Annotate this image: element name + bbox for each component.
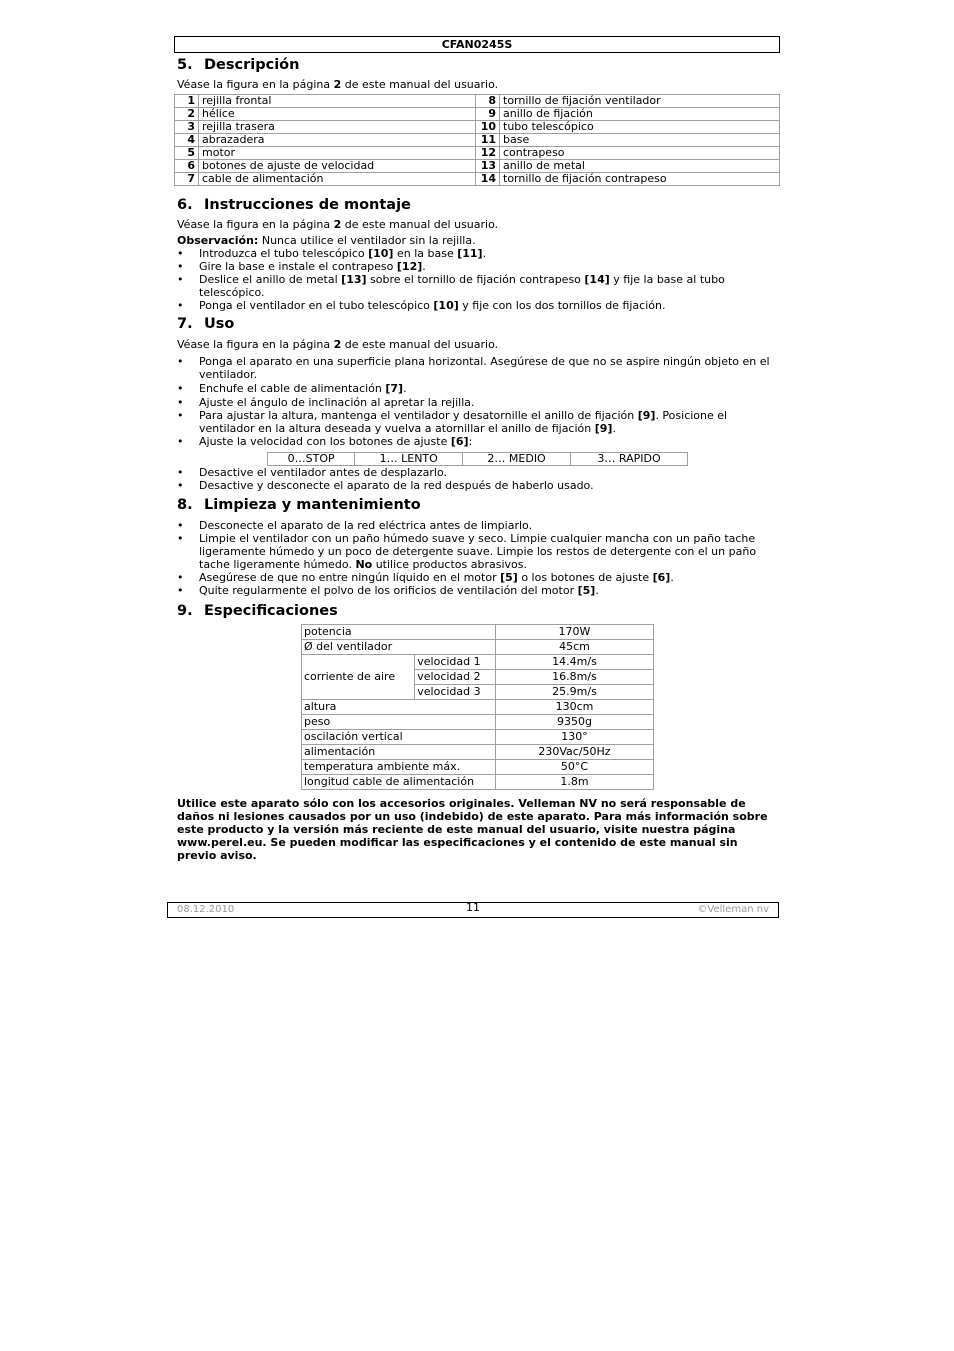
list-item: • Introduzca el tubo telescópico [10] en la base [11].: [177, 247, 757, 260]
table-row: 2 hélice 9 anillo de fijación: [175, 108, 780, 121]
list-item: • Ponga el ventilador en el tubo telescópico [10] y fije con los dos tornillos de fijación.: [177, 299, 757, 312]
table-row: 3 rejilla trasera 10 tubo telescópico: [175, 121, 780, 134]
table-row: velocidad 3 25.9m/s: [302, 685, 654, 700]
table-row: 0…STOP 1… LENTO 2… MEDIO 3… RAPIDO: [268, 453, 688, 466]
table-row: 5 motor 12 contrapeso: [175, 147, 780, 160]
table-row: altura 130cm: [302, 700, 654, 715]
footer-date: 08.12.2010: [177, 904, 235, 915]
table-row: 4 abrazadera 11 base: [175, 134, 780, 147]
list-item: • Ponga el aparato en una superficie plana horizontal. Asegúrese de que no se aspire ningún objeto en el ventilador.: [177, 355, 777, 381]
section-6: [177, 197, 780, 214]
footer: [167, 902, 779, 918]
section-8-heading: 8. Limpieza y mantenimiento: [177, 497, 421, 513]
table-row: 7 cable de alimentación 14 tornillo de fijación contrapeso: [175, 173, 780, 186]
table-row: temperatura ambiente máx. 50°C: [302, 760, 654, 775]
table-row: longitud cable de alimentación 1.8m: [302, 775, 654, 790]
table-row: Ø del ventilador 45cm: [302, 640, 654, 655]
footer-copyright: ©Velleman nv: [697, 904, 769, 915]
table-row: corriente de aire velocidad 1 14.4m/s: [302, 655, 654, 670]
table-row: oscilación vertical 130°: [302, 730, 654, 745]
disclaimer: Utilice este aparato sólo con los accesorios originales. Velleman NV no será responsable de daños ni lesiones causados por un uso (indebido) de este aparato. Para más información sobre este producto y la versión más reciente de este manual del usuario, visite nuestra página www.perel.eu. Se pueden modificar las especificaciones y el contenido de este manual sin previo aviso.: [177, 797, 768, 862]
table-row: potencia 170W: [302, 625, 654, 640]
header-model: CFAN0245S: [174, 36, 780, 53]
section-7-heading: 7. Uso: [177, 316, 235, 332]
section-7: [177, 316, 780, 333]
list-item: • Desactive el ventilador antes de desplazarlo.: [177, 466, 777, 479]
section-6-heading: 6. Instrucciones de montaje: [177, 197, 411, 213]
parts-table: [174, 94, 780, 186]
section-7-list-a: [177, 355, 777, 448]
section-6-intro: Véase la figura en la página 2 de este manual del usuario.: [177, 218, 499, 231]
table-row: 6 botones de ajuste de velocidad 13 anillo de metal: [175, 160, 780, 173]
section-5: [177, 57, 780, 74]
spec-table: [301, 624, 654, 790]
section-8-list: [177, 519, 777, 597]
list-item: • Para ajustar la altura, mantenga el ventilador y desatornille el anillo de fijación [9]. Posicione el ventilador en la altura deseada y vuelva a atornillar el anillo de fijación [9].: [177, 409, 777, 435]
list-item: • Ajuste el ángulo de inclinación al apretar la rejilla.: [177, 396, 777, 409]
section-6-list: [177, 247, 757, 312]
section-9-heading: 9. Especificaciones: [177, 603, 338, 619]
section-5-heading: 5. Descripción: [177, 57, 300, 73]
list-item: • Ajuste la velocidad con los botones de ajuste [6]:: [177, 435, 777, 448]
list-item: • Desactive y desconecte el aparato de la red después de haberlo usado.: [177, 479, 777, 492]
section-7-list-b: [177, 466, 777, 492]
table-row: 1 rejilla frontal 8 tornillo de fijación ventilador: [175, 95, 780, 108]
list-item: • Gire la base e instale el contrapeso [12].: [177, 260, 757, 273]
list-item: • Limpie el ventilador con un paño húmedo suave y seco. Limpie cualquier mancha con un paño tache ligeramente húmedo y un poco de detergente suave. Limpie los restos de detergente con el un paño tache ligeramente húmedo. No utilice productos abrasivos.: [177, 532, 777, 571]
list-item: • Enchufe el cable de alimentación [7].: [177, 382, 777, 395]
table-row: peso 9350g: [302, 715, 654, 730]
section-6-note: Observación: Nunca utilice el ventilador sin la rejilla.: [177, 234, 476, 247]
table-row: alimentación 230Vac/50Hz: [302, 745, 654, 760]
list-item: • Desconecte el aparato de la red eléctrica antes de limpiarlo.: [177, 519, 777, 532]
section-5-intro: Véase la figura en la página 2 de este manual del usuario.: [177, 78, 499, 91]
speed-table: [267, 452, 688, 466]
list-item: • Deslice el anillo de metal [13] sobre el tornillo de fijación contrapeso [14] y fije la base al tubo telescópico.: [177, 273, 757, 299]
table-row: velocidad 2 16.8m/s: [302, 670, 654, 685]
section-8: [177, 497, 780, 514]
section-7-intro: Véase la figura en la página 2 de este manual del usuario.: [177, 338, 499, 351]
section-9: [177, 603, 780, 620]
list-item: • Quite regularmente el polvo de los orificios de ventilación del motor [5].: [177, 584, 777, 597]
list-item: • Asegúrese de que no entre ningún líquido en el motor [5] o los botones de ajuste [6].: [177, 571, 777, 584]
page-number: 11: [466, 901, 480, 914]
